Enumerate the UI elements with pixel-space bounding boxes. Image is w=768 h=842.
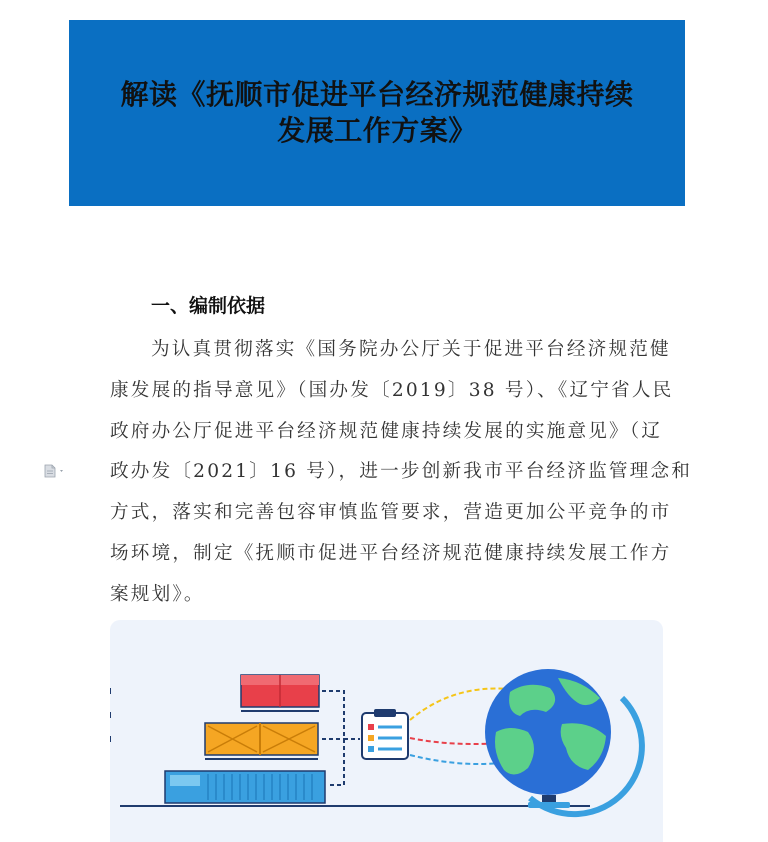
globe-icon — [485, 669, 642, 814]
paragraph-line: 政办发〔2021〕16 号），进一步创新我市平台经济监管理念和 — [110, 461, 693, 483]
checklist-icon — [362, 709, 408, 759]
red-container-icon — [241, 675, 319, 711]
logistics-illustration — [110, 620, 663, 842]
title-line-1: 解读《抚顺市促进平台经济规范健康持续 — [120, 78, 634, 111]
paragraph-line: 案规划》。 — [110, 583, 205, 605]
paragraph-line: 政府办公厅促进平台经济规范健康持续发展的实施意见》（辽 — [110, 420, 663, 442]
title-banner — [69, 20, 685, 206]
paragraph-line: 方式，落实和完善包容审慎监管要求，营造更加公平竞争的市 — [110, 502, 672, 524]
title-line-2: 发展工作方案》 — [277, 114, 477, 147]
body-paragraph — [110, 330, 693, 616]
paragraph-line: 康发展的指导意见》（国办发〔2019〕38 号）、《辽宁省人民 — [110, 379, 674, 401]
paragraph-line: 场环境，制定《抚顺市促进平台经济规范健康持续发展工作方 — [110, 542, 672, 564]
blue-container-icon — [165, 771, 325, 803]
connector-lines — [322, 691, 360, 785]
document-icon[interactable] — [43, 463, 67, 477]
paragraph-line: 为认真贯彻落实《国务院办公厅关于促进平台经济规范健 — [151, 339, 671, 360]
document-title — [120, 77, 633, 149]
orange-container-icon — [205, 723, 318, 759]
section-heading: 一、编制依据 — [151, 295, 266, 317]
